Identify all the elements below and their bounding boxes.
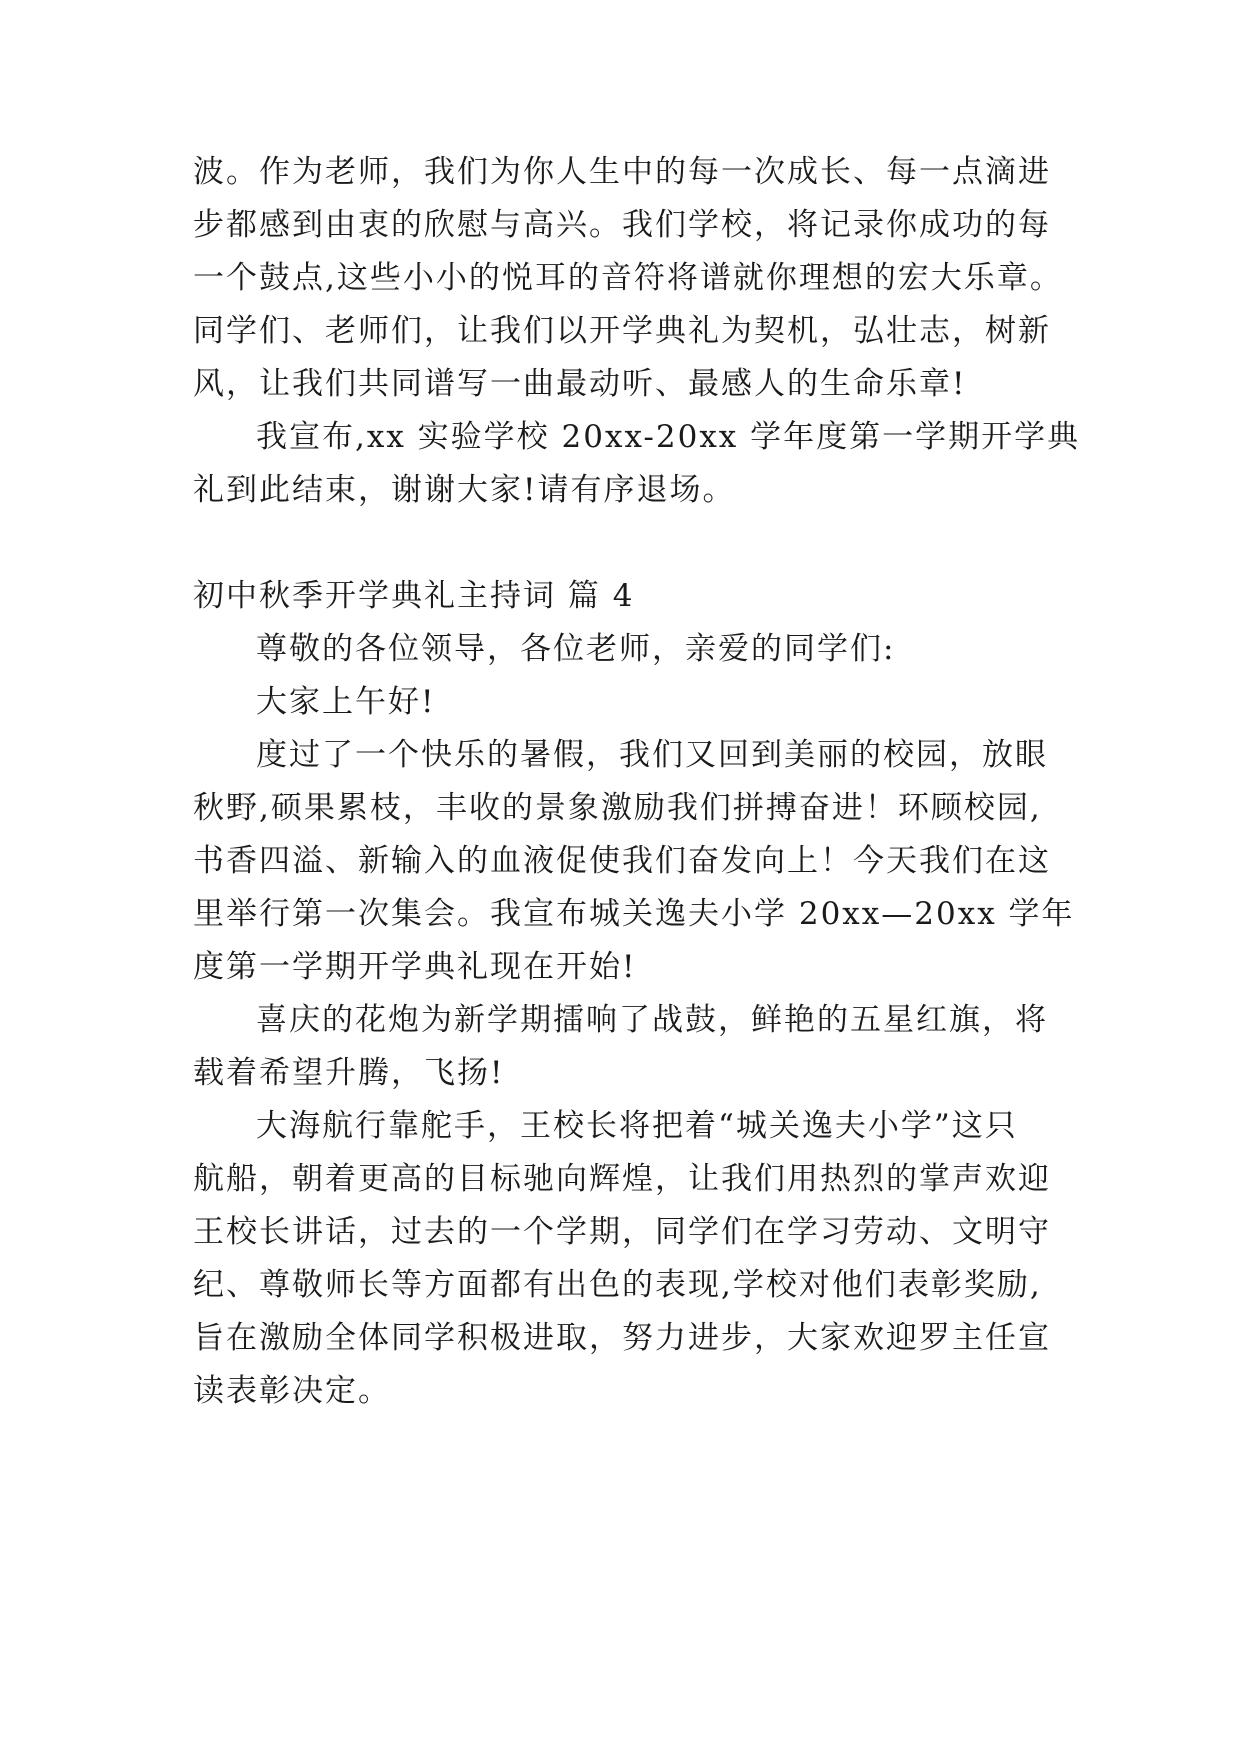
text-line: 里举行第一次集会。我宣布城关逸夫小学 20xx—20xx 学年 [193,896,1075,932]
text-line: 我宣布,xx 实验学校 20xx-20xx 学年度第一学期开学典 [256,419,1081,455]
text-line: 喜庆的花炮为新学期擂响了战鼓，鲜艳的五星红旗，将 [256,1002,1048,1038]
text-line: 秋野,硕果累枝，丰收的景象激励我们拼搏奋进！环顾校园, [193,790,1042,826]
text-line: 风，让我们共同谱写一曲最动听、最感人的生命乐章! [193,366,967,402]
text-line: 大海航行靠舵手，王校长将把着“城关逸夫小学”这只 [256,1108,1018,1144]
text-line: 航船，朝着更高的目标驰向辉煌，让我们用热烈的掌声欢迎 [193,1161,1051,1197]
text-line: 度第一学期开学典礼现在开始! [193,949,637,985]
text-line: 礼到此结束，谢谢大家!请有序退场。 [193,472,736,508]
text-line: 尊敬的各位领导，各位老师，亲爱的同学们: [256,631,896,667]
text-line: 一个鼓点,这些小小的悦耳的音符将谱就你理想的宏大乐章。 [193,260,1063,296]
text-line: 波。作为老师，我们为你人生中的每一次成长、每一点滴进 [193,154,1051,190]
text-line: 旨在激励全体同学积极进取，努力进步，大家欢迎罗主任宣 [193,1320,1051,1356]
text-line: 同学们、老师们，让我们以开学典礼为契机，弘壮志，树新 [193,313,1051,349]
text-line: 书香四溢、新输入的血液促使我们奋发向上！今天我们在这 [193,843,1051,879]
text-line: 步都感到由衷的欣慰与高兴。我们学校，将记录你成功的每 [193,207,1051,243]
text-line: 度过了一个快乐的暑假，我们又回到美丽的校园，放眼 [256,737,1048,773]
text-line: 纪、尊敬师长等方面都有出色的表现,学校对他们表彰奖励, [193,1267,1042,1303]
text-line: 大家上午好! [256,684,436,720]
text-line: 载着希望升腾，飞扬! [193,1055,505,1091]
text-line: 王校长讲话，过去的一个学期，同学们在学习劳动、文明守 [193,1214,1051,1250]
section-heading: 初中秋季开学典礼主持词 篇 4 [193,578,635,614]
text-line: 读表彰决定。 [193,1373,391,1409]
